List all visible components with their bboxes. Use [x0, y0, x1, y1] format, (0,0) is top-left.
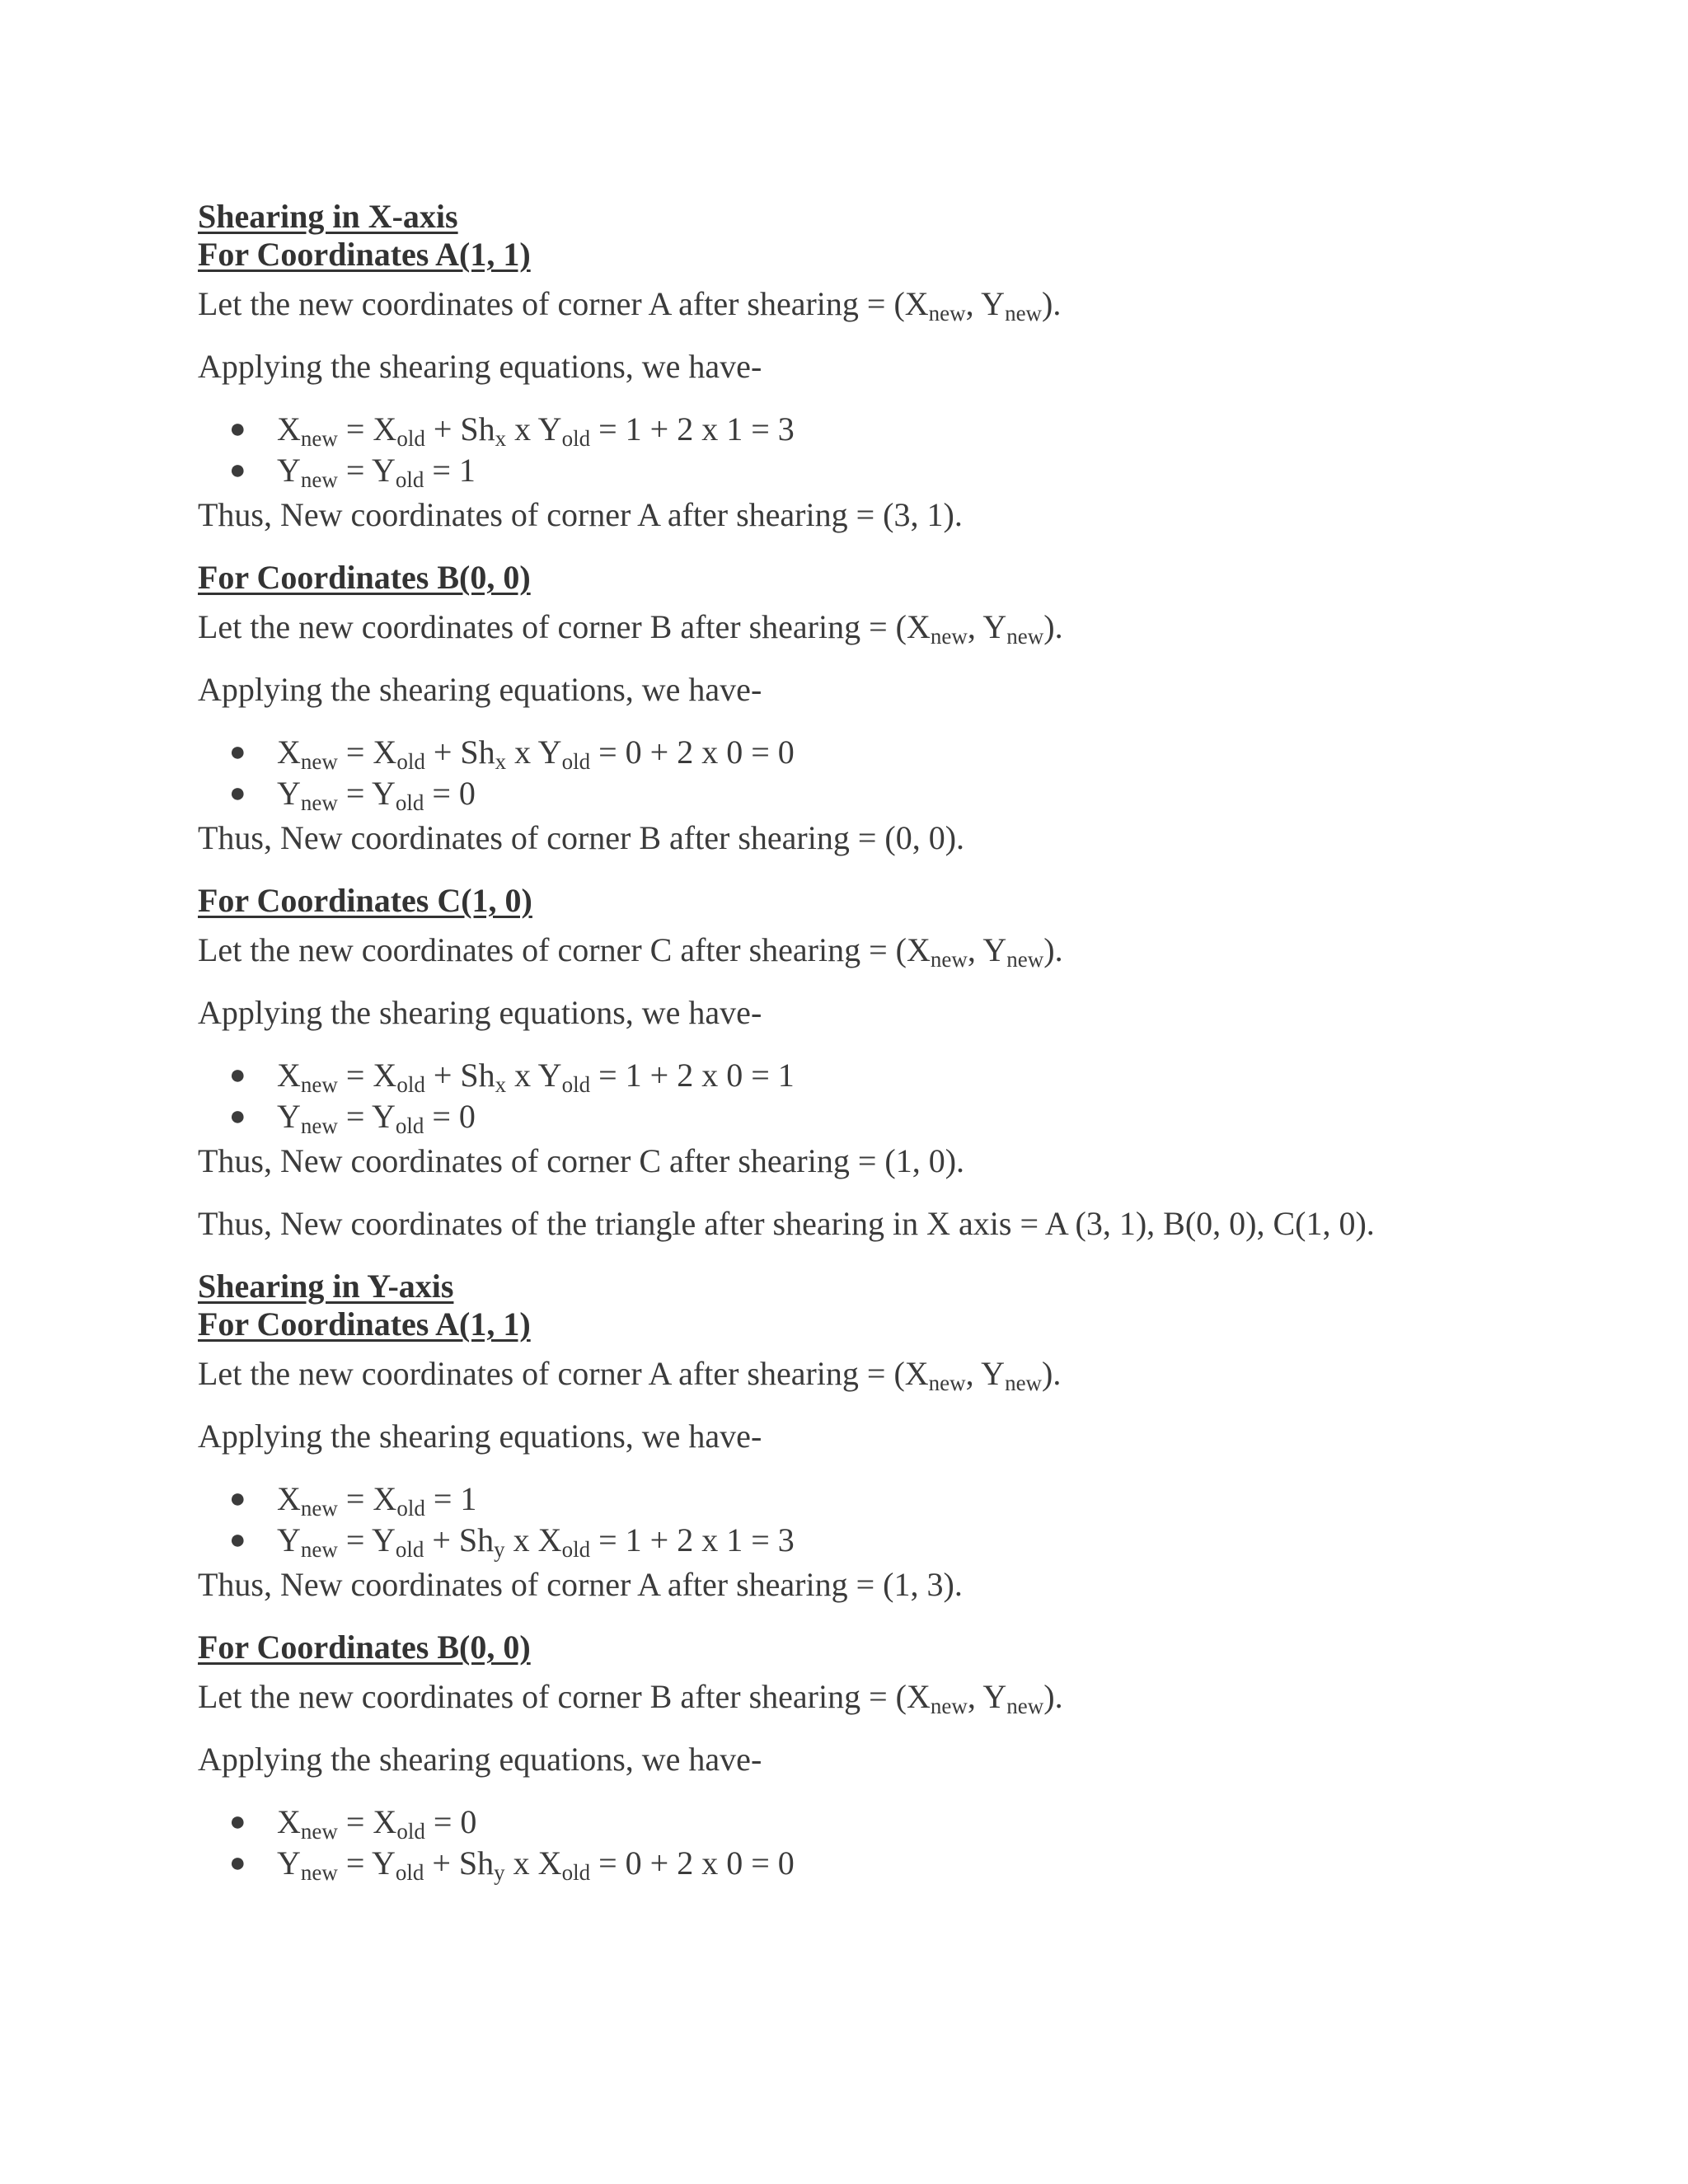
text-run: Thus, New coordinates of the triangle after shearing in X axis = A (3, 1), B(0, 0), C(1, 0). — [198, 1205, 1375, 1242]
text-run: = 0 — [424, 1098, 476, 1135]
subscript: old — [561, 749, 591, 774]
paragraph-line — [198, 1678, 1063, 1716]
text-run: ). — [1043, 931, 1063, 968]
equation-item — [277, 1803, 477, 1844]
bullet-icon: ● — [229, 778, 246, 808]
text-run: X — [277, 1057, 301, 1094]
text-run: = 1 + 2 x 0 = 1 — [590, 1057, 795, 1094]
subscript: x — [495, 426, 507, 451]
text-run: Y — [277, 775, 301, 812]
subscript: new — [928, 301, 966, 326]
subscript: new — [300, 426, 338, 451]
paragraph-line — [198, 1418, 762, 1455]
bullet-icon: ● — [229, 1807, 246, 1837]
text-run: X — [277, 1480, 301, 1517]
bullet-icon: ● — [229, 1848, 246, 1878]
section-heading — [198, 1305, 531, 1343]
text-run: Let the new coordinates of corner B after shearing = (X — [198, 608, 931, 645]
text-run: , Y — [967, 1678, 1007, 1715]
subscript: old — [395, 467, 424, 492]
equation-item — [277, 1098, 476, 1136]
subscript: new — [300, 790, 338, 815]
subscript: new — [928, 1371, 966, 1395]
section-heading — [198, 1629, 531, 1666]
text-run: = Y — [337, 775, 396, 812]
text-run: = X — [337, 1803, 397, 1840]
paragraph-line — [198, 671, 762, 709]
section-heading — [198, 236, 531, 274]
subscript: old — [395, 1860, 424, 1885]
text-run: ). — [1043, 1678, 1063, 1715]
text-run: = 0 — [424, 775, 476, 812]
section-heading — [198, 559, 531, 597]
paragraph-line — [198, 285, 1062, 326]
text-run: Shearing in Y-axis — [198, 1268, 454, 1305]
bullet-icon: ● — [229, 1101, 246, 1132]
bullet-icon: ● — [229, 1525, 246, 1555]
text-run: = Y — [337, 1844, 396, 1882]
text-run: = X — [337, 733, 397, 771]
text-run: For Coordinates B(0, 0) — [198, 559, 531, 596]
section-heading — [198, 1268, 453, 1305]
text-run: Let the new coordinates of corner A after shearing = (X — [198, 1355, 929, 1392]
subscript: new — [1006, 947, 1044, 972]
text-run: Applying the shearing equations, we have- — [198, 1418, 762, 1455]
bullet-icon: ● — [229, 1060, 246, 1090]
bullet-icon: ● — [229, 455, 246, 485]
bullet-icon: ● — [229, 1483, 246, 1514]
subscript: new — [930, 947, 968, 972]
equation-item — [277, 1057, 795, 1097]
text-run: = 0 + 2 x 0 = 0 — [590, 733, 795, 771]
text-run: x Y — [506, 733, 562, 771]
equation-item — [277, 1480, 477, 1521]
subscript: new — [300, 1496, 338, 1521]
text-run: + Sh — [424, 1844, 495, 1882]
paragraph-line — [198, 1566, 963, 1604]
text-run: For Coordinates B(0, 0) — [198, 1629, 531, 1666]
subscript: new — [300, 1860, 338, 1885]
text-run: = Y — [337, 1098, 396, 1135]
text-run: ). — [1043, 608, 1063, 645]
subscript: new — [1006, 1694, 1044, 1718]
paragraph-line — [198, 1355, 1061, 1393]
text-run: , Y — [967, 608, 1007, 645]
subscript: y — [494, 1860, 505, 1885]
paragraph-line — [198, 348, 762, 386]
subscript: new — [930, 1694, 968, 1718]
text-run: X — [277, 410, 301, 448]
subscript: x — [495, 749, 507, 774]
text-run: Let the new coordinates of corner A after shearing = (X — [198, 285, 929, 322]
text-run: Y — [277, 1521, 301, 1558]
text-run: , Y — [965, 1355, 1006, 1392]
equation-item — [277, 1521, 795, 1562]
paragraph-line — [198, 819, 964, 857]
equation-item — [277, 733, 795, 774]
text-run: Thus, New coordinates of corner A after shearing = (1, 3). — [198, 1566, 963, 1603]
text-run: x Y — [506, 1057, 562, 1094]
text-run: Y — [277, 452, 301, 489]
text-run: x X — [504, 1521, 562, 1558]
text-run: = 1 — [424, 452, 476, 489]
paragraph-line — [198, 608, 1063, 649]
text-run: X — [277, 733, 301, 771]
text-run: + Sh — [424, 410, 495, 448]
text-run: = X — [337, 1057, 397, 1094]
subscript: x — [495, 1072, 507, 1097]
subscript: y — [494, 1537, 505, 1562]
paragraph-line — [198, 496, 963, 534]
text-run: ). — [1042, 1355, 1062, 1392]
text-run: + Sh — [424, 1521, 495, 1558]
text-run: + Sh — [424, 733, 495, 771]
text-run: For Coordinates C(1, 0) — [198, 882, 532, 919]
text-run: = 1 + 2 x 1 = 3 — [590, 410, 795, 448]
text-run: Thus, New coordinates of corner B after shearing = (0, 0). — [198, 819, 965, 856]
text-run: ). — [1042, 285, 1062, 322]
subscript: old — [396, 1496, 425, 1521]
paragraph-line — [198, 931, 1063, 972]
text-run: = 1 — [424, 1480, 477, 1517]
text-run: Y — [277, 1098, 301, 1135]
text-run: + Sh — [424, 1057, 495, 1094]
subscript: old — [395, 790, 424, 815]
subscript: new — [1006, 624, 1044, 649]
subscript: new — [1005, 1371, 1043, 1395]
paragraph-line — [198, 1142, 964, 1180]
subscript: new — [930, 624, 968, 649]
text-run: X — [277, 1803, 301, 1840]
text-run: = 1 + 2 x 1 = 3 — [590, 1521, 795, 1558]
text-run: Let the new coordinates of corner C after shearing = (X — [198, 931, 931, 968]
subscript: old — [396, 1819, 425, 1844]
text-run: = X — [337, 1480, 397, 1517]
text-run: Thus, New coordinates of corner A after shearing = (3, 1). — [198, 496, 963, 533]
subscript: old — [561, 1072, 591, 1097]
subscript: new — [300, 1113, 338, 1138]
subscript: old — [561, 426, 591, 451]
equation-item — [277, 452, 476, 490]
subscript: new — [300, 1819, 338, 1844]
text-run: For Coordinates A(1, 1) — [198, 1305, 531, 1343]
equation-item — [277, 1844, 795, 1885]
text-run: Applying the shearing equations, we have- — [198, 1741, 762, 1778]
subscript: new — [300, 1072, 338, 1097]
subscript: old — [396, 749, 425, 774]
subscript: new — [1005, 301, 1043, 326]
equation-item — [277, 775, 476, 813]
subscript: old — [395, 1537, 424, 1562]
subscript: old — [561, 1860, 591, 1885]
text-run: = 0 — [424, 1803, 477, 1840]
text-run: = Y — [337, 1521, 396, 1558]
text-run: x Y — [506, 410, 562, 448]
text-run: x X — [504, 1844, 562, 1882]
subscript: new — [300, 467, 338, 492]
text-run: , Y — [967, 931, 1007, 968]
text-run: Applying the shearing equations, we have- — [198, 348, 762, 385]
text-run: Let the new coordinates of corner B after shearing = (X — [198, 1678, 931, 1715]
paragraph-line — [198, 994, 762, 1032]
equation-item — [277, 410, 795, 451]
text-run: , Y — [965, 285, 1006, 322]
subscript: old — [396, 426, 425, 451]
section-heading — [198, 882, 532, 920]
bullet-icon: ● — [229, 414, 246, 444]
paragraph-line — [198, 1741, 762, 1779]
subscript: old — [396, 1072, 425, 1097]
text-run: = X — [337, 410, 397, 448]
subscript: old — [561, 1537, 591, 1562]
text-run: Shearing in X-axis — [198, 198, 458, 235]
text-run: Applying the shearing equations, we have- — [198, 994, 762, 1031]
text-run: Y — [277, 1844, 301, 1882]
subscript: new — [300, 1537, 338, 1562]
paragraph-line — [198, 1205, 1375, 1243]
text-run: Applying the shearing equations, we have- — [198, 671, 762, 708]
text-run: Thus, New coordinates of corner C after shearing = (1, 0). — [198, 1142, 965, 1179]
bullet-icon: ● — [229, 737, 246, 767]
subscript: new — [300, 749, 338, 774]
subscript: old — [395, 1113, 424, 1138]
text-run: = 0 + 2 x 0 = 0 — [590, 1844, 795, 1882]
text-run: = Y — [337, 452, 396, 489]
text-run: For Coordinates A(1, 1) — [198, 236, 531, 273]
section-heading — [198, 198, 458, 236]
